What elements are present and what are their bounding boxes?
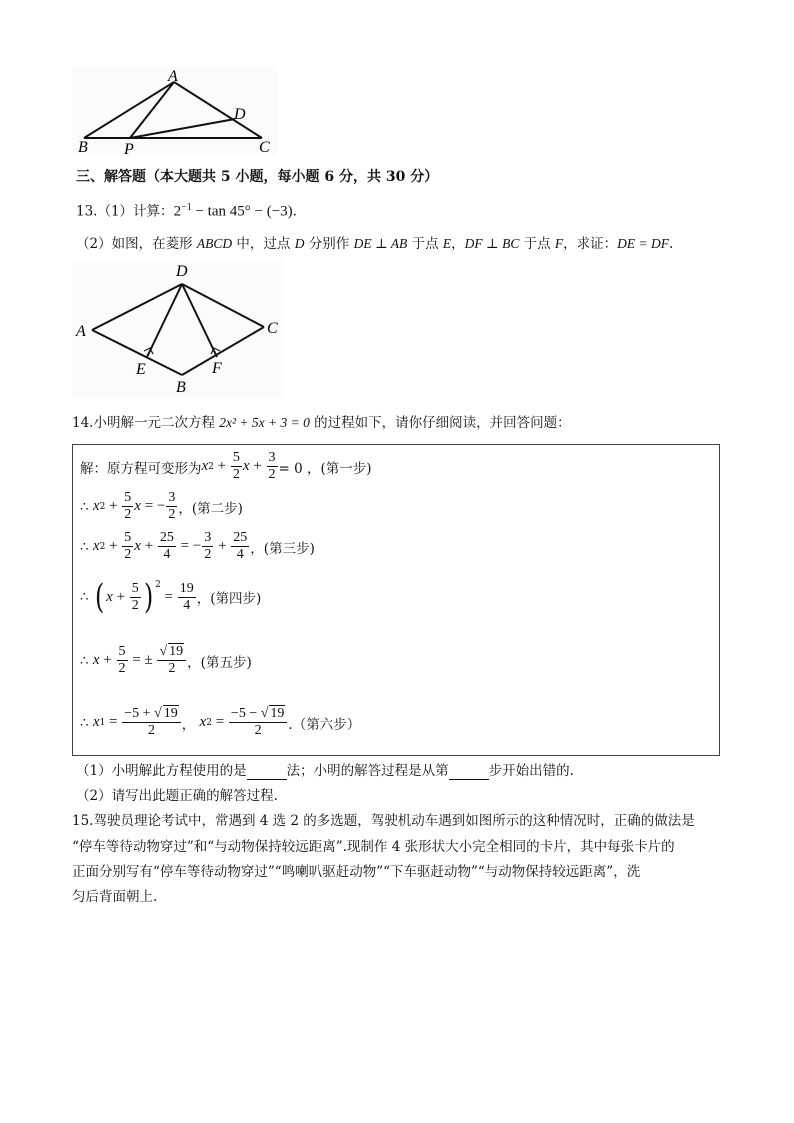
label-a: A	[168, 68, 178, 85]
label-d: D	[176, 263, 188, 280]
answer-blank-step[interactable]	[449, 765, 489, 780]
label-c: C	[267, 320, 278, 337]
rhombus-diagram	[72, 260, 284, 398]
step-1: 解：原方程可变形为 x 2 + $\frac{5}{2}$ x + $\frac{3}{2}$ = 0 ，(第一步)	[80, 450, 372, 482]
step-6: ∴ x 1 = $\frac{-5 + √ 19}{2}$ ， x 2 = $\frac{-5 - √ 19}{2}$ .（第六步）	[80, 706, 361, 738]
step-4: ∴ ( x + $\frac{5}{2}$ ) $^2$ = $\frac{19}{4}$ ，(第四步)	[80, 577, 262, 617]
q15-line-2: “停车等待动物穿过”和“与动物保持较远距离”.现制作 4 张形状大小完全相同的卡片，其中每张卡片的	[72, 839, 675, 855]
step-5: ∴ x + $\frac{5}{2}$ = ± $\frac{√ 19}{2}$ ，(第五步)	[80, 644, 252, 676]
triangle-diagram	[72, 66, 277, 156]
answer-blank-method[interactable]	[247, 765, 287, 780]
step-3: ∴ x 2 + $\frac{5}{2}$ x + $\frac{25}{4}$ = − $\frac{3}{2}$ + $\frac{25}{4}$ ，(第三步)	[80, 530, 315, 562]
label-d: D	[234, 106, 246, 123]
figure-triangle-abc	[72, 66, 277, 156]
label-b: B	[176, 379, 186, 396]
q14-question-2: （2）请写出此题正确的解答过程.	[76, 788, 278, 804]
section-title: 三、解答题（本大题共 5 小题，每小题 6 分，共 30 分）	[76, 169, 439, 185]
q14-intro: 14.小明解一元二次方程 2x² + 5x + 3 = 0 的过程如下，请你仔细阅读，并回答问题：	[72, 415, 571, 431]
label-b: B	[78, 139, 88, 156]
label-a: A	[76, 323, 86, 340]
figure-rhombus-abcd	[72, 260, 284, 398]
q15-line-3: 正面分别写有“停车等待动物穿过”“鸣喇叭驱赶动物”“下车驱赶动物”“与动物保持较远距离”，洗	[72, 864, 641, 880]
step-2: ∴ x 2 + $\frac{5}{2}$ x = − $\frac{3}{2}$ ，(第二步)	[80, 490, 243, 522]
q15-line-4: 匀后背面朝上.	[72, 889, 158, 905]
label-c: C	[259, 139, 270, 156]
q13-part1: 13.（1）计算：$2^{-1} - \tan 45^\circ - (-3)$.	[76, 202, 297, 220]
q14-question-1: （1）小明解此方程使用的是 法；小明的解答过程是从第 步开始出错的.	[76, 763, 574, 779]
q13-part2: （2）如图，在菱形 ABCD 中，过点 D 分别作 DE ⊥ AB 于点 E，DF ⊥ BC 于点 F，求证：DE = DF.	[76, 236, 674, 252]
q15-line-1: 15.驾驶员理论考试中，常遇到 4 选 2 的多选题，驾驶机动车遇到如图所示的这种情况时，正确的做法是	[72, 813, 695, 829]
label-p: P	[124, 141, 134, 156]
label-f: F	[212, 360, 222, 377]
label-e: E	[136, 361, 146, 378]
